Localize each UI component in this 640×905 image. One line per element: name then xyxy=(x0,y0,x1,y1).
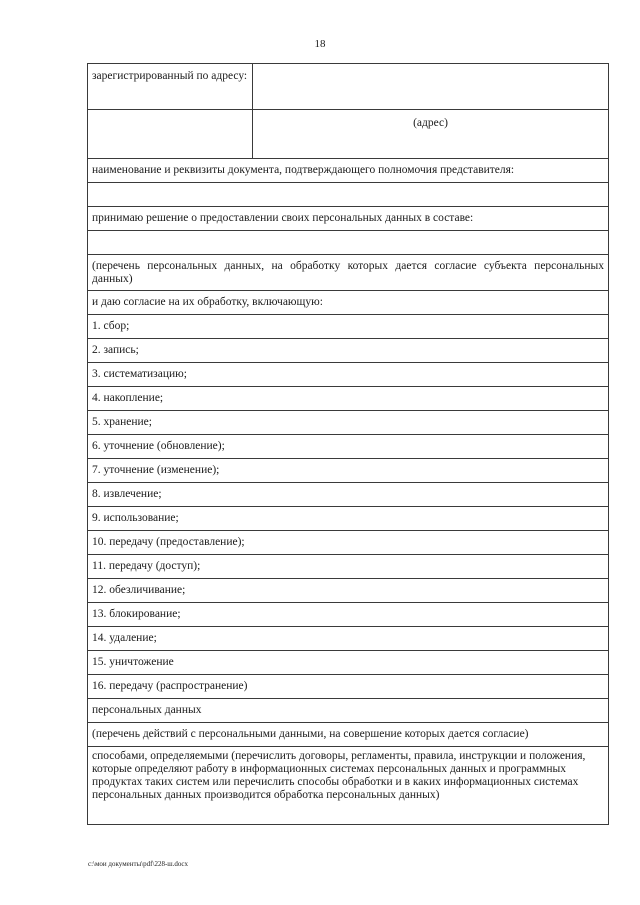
actions-caption-row xyxy=(88,723,609,747)
action-row xyxy=(88,651,609,675)
action-row xyxy=(88,315,609,339)
action-row xyxy=(88,675,609,699)
action-item: 16. передачу (распространение) xyxy=(88,675,609,699)
action-row xyxy=(88,387,609,411)
action-item: 1. сбор; xyxy=(88,315,609,339)
pd-list-field-row xyxy=(88,231,609,255)
action-row xyxy=(88,555,609,579)
action-row xyxy=(88,411,609,435)
action-item: 13. блокирование; xyxy=(88,603,609,627)
action-row xyxy=(88,459,609,483)
action-row xyxy=(88,627,609,651)
action-item: 11. передачу (доступ); xyxy=(88,555,609,579)
consent-label: и даю согласие на их обработку, включающую: xyxy=(88,291,609,315)
action-item: 9. использование; xyxy=(88,507,609,531)
action-item: 10. передачу (предоставление); xyxy=(88,531,609,555)
action-item: 4. накопление; xyxy=(88,387,609,411)
action-item: 7. уточнение (изменение); xyxy=(88,459,609,483)
action-row xyxy=(88,579,609,603)
methods-row xyxy=(88,747,609,825)
consent-form-table xyxy=(87,63,609,825)
action-item: 6. уточнение (обновление); xyxy=(88,435,609,459)
action-row xyxy=(88,363,609,387)
action-row xyxy=(88,507,609,531)
action-row xyxy=(88,603,609,627)
pd-list-caption-row xyxy=(88,255,609,291)
action-item: 5. хранение; xyxy=(88,411,609,435)
action-item: 8. извлечение; xyxy=(88,483,609,507)
pd-label: персональных данных xyxy=(88,699,609,723)
doc-field[interactable] xyxy=(88,183,609,207)
action-row xyxy=(88,483,609,507)
pd-list-caption: (перечень персональных данных, на обработку которых дается согласие субъекта персональных данных) xyxy=(88,255,609,291)
registered-address-label: зарегистрированный по адресу: xyxy=(88,64,253,110)
doc-label-row xyxy=(88,159,609,183)
methods-text: способами, определяемыми (перечислить договоры, регламенты, правила, инструкции и положения, которые определяют работу в информационных системах персональных данных и программных продуктах таких систем или перечислить способы обработки и в каких информационных системах персональных данных производится обработка персональных данных) xyxy=(88,747,609,825)
footer-file-path: c:\мои документы\pdf\228-ш.docx xyxy=(88,860,189,868)
actions-caption: (перечень действий с персональными данными, на совершение которых дается согласие) xyxy=(88,723,609,747)
doc-field-row xyxy=(88,183,609,207)
action-item: 14. удаление; xyxy=(88,627,609,651)
address-caption-row xyxy=(88,110,609,159)
decision-label-row xyxy=(88,207,609,231)
page-number: 18 xyxy=(314,38,326,50)
registered-address-field[interactable] xyxy=(253,64,609,110)
address-caption: (адрес) xyxy=(253,110,609,159)
consent-label-row xyxy=(88,291,609,315)
address-extra-field[interactable] xyxy=(88,110,253,159)
pd-list-field[interactable] xyxy=(88,231,609,255)
action-item: 2. запись; xyxy=(88,339,609,363)
decision-label: принимаю решение о предоставлении своих персональных данных в составе: xyxy=(88,207,609,231)
action-item: 3. систематизацию; xyxy=(88,363,609,387)
registered-address-row xyxy=(88,64,609,110)
action-row xyxy=(88,531,609,555)
action-item: 15. уничтожение xyxy=(88,651,609,675)
action-row xyxy=(88,435,609,459)
pd-label-row xyxy=(88,699,609,723)
action-row xyxy=(88,339,609,363)
action-item: 12. обезличивание; xyxy=(88,579,609,603)
doc-label: наименование и реквизиты документа, подтверждающего полномочия представителя: xyxy=(88,159,609,183)
